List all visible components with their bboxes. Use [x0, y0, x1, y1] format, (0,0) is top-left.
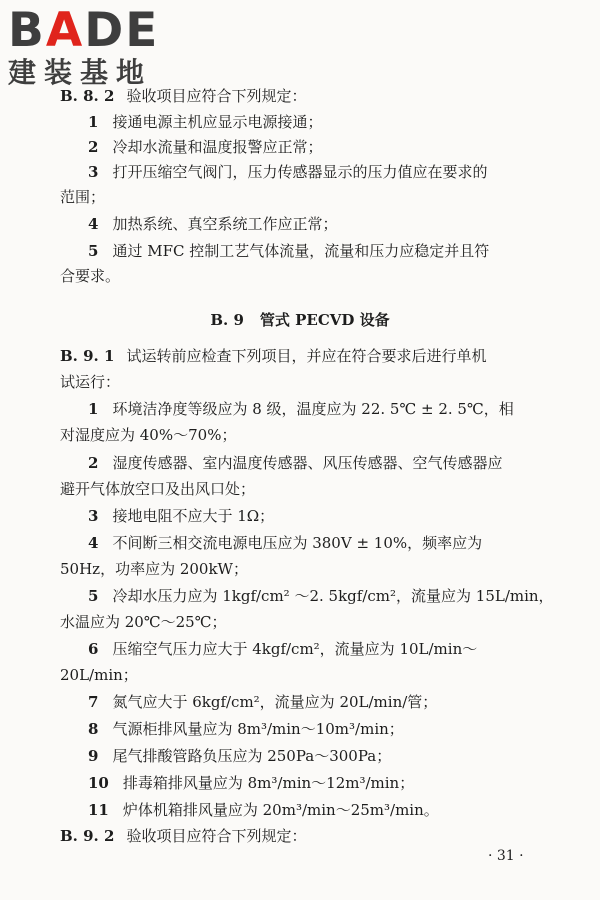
item-text: 打开压缩空气阀门，压力传感器显示的压力值应在要求的	[112, 163, 488, 181]
item-text: 接地电阻不应大于 1Ω；	[112, 507, 275, 525]
list-item-continuation: 50Hz，功率应为 200kW；	[60, 560, 248, 578]
list-item	[88, 453, 502, 473]
list-item-continuation: 20L/min；	[60, 666, 138, 684]
list-item-continuation: 对湿度应为 40%～70%；	[60, 426, 237, 444]
clause-text: 试运转前应检查下列项目，并应在符合要求后进行单机	[126, 347, 487, 365]
list-item	[88, 399, 514, 419]
item-number: 9	[88, 747, 99, 765]
clause-b91	[60, 346, 486, 366]
item-text: 压缩空气压力应大于 4kgf/cm²，流量应为 10L/min～	[112, 640, 478, 658]
list-item	[88, 639, 477, 659]
item-number: 7	[88, 693, 99, 711]
list-item	[88, 586, 554, 606]
list-item	[88, 719, 404, 739]
list-item-continuation: 范围；	[60, 188, 106, 206]
item-number: 5	[88, 242, 99, 260]
list-item	[88, 533, 482, 553]
item-number: 4	[88, 215, 99, 233]
item-text: 不间断三相交流电源电压应为 380V ± 10%，频率应为	[112, 534, 483, 552]
item-number: 1	[88, 113, 99, 131]
item-number: 2	[88, 138, 99, 156]
logo-accent-letter: A	[45, 3, 85, 58]
list-item	[88, 137, 322, 157]
clause-label: B. 9. 2	[60, 827, 115, 845]
item-number: 8	[88, 720, 99, 738]
item-text: 环境洁净度等级应为 8 级，温度应为 22. 5℃ ± 2. 5℃，相	[112, 400, 514, 418]
list-item	[88, 773, 414, 793]
clause-text: 验收项目应符合下列规定：	[126, 827, 307, 845]
list-item	[88, 214, 337, 234]
list-item-continuation: 避开气体放空口及出风口处；	[60, 480, 256, 498]
clause-b82	[60, 86, 306, 106]
clause-b92	[60, 826, 306, 846]
item-text: 冷却水流量和温度报警应正常；	[112, 138, 323, 156]
item-text: 氮气应大于 6kgf/cm²，流量应为 20L/min/管；	[112, 693, 438, 711]
item-text: 通过 MFC 控制工艺气体流量，流量和压力应稳定并且符	[112, 242, 490, 260]
item-text: 气源柜排风量应为 8m³/min～10m³/min；	[112, 720, 404, 738]
list-item-continuation: 水温应为 20℃～25℃；	[60, 613, 227, 631]
clause-label: B. 9. 1	[60, 347, 115, 365]
item-number: 3	[88, 507, 99, 525]
item-number: 1	[88, 400, 99, 418]
item-number: 10	[88, 774, 109, 792]
item-text: 尾气排酸管路负压应为 250Pa～300Pa；	[112, 747, 392, 765]
list-item	[88, 746, 391, 766]
section-heading	[0, 310, 600, 330]
item-number: 5	[88, 587, 99, 605]
item-number: 2	[88, 454, 99, 472]
item-number: 4	[88, 534, 99, 552]
logo-wordmark: BADE	[8, 3, 160, 58]
clause-continuation: 试运行：	[60, 373, 121, 391]
item-number: 6	[88, 640, 99, 658]
clause-label: B. 8. 2	[60, 87, 115, 105]
item-number: 11	[88, 801, 109, 819]
list-item	[88, 506, 274, 526]
page-number: · 31 ·	[488, 848, 524, 864]
list-item	[88, 800, 439, 820]
logo	[8, 3, 178, 92]
list-item-continuation: 合要求。	[60, 267, 121, 285]
list-item	[88, 112, 322, 132]
item-text: 湿度传感器、室内温度传感器、风压传感器、空气传感器应	[112, 454, 503, 472]
list-item	[88, 241, 489, 261]
item-text: 加热系统、真空系统工作应正常；	[112, 215, 338, 233]
logo-subtitle: 建装基地	[8, 56, 153, 89]
item-text: 排毒箱排风量应为 8m³/min～12m³/min；	[122, 774, 415, 792]
clause-text: 验收项目应符合下列规定：	[126, 87, 307, 105]
section-label: B. 9	[210, 311, 244, 329]
item-number: 3	[88, 163, 99, 181]
list-item	[88, 692, 437, 712]
section-title: 管式 PECVD 设备	[259, 311, 390, 329]
list-item	[88, 162, 487, 182]
item-text: 炉体机箱排风量应为 20m³/min～25m³/min。	[122, 801, 439, 819]
item-text: 接通电源主机应显示电源接通；	[112, 113, 323, 131]
item-text: 冷却水压力应为 1kgf/cm² ～2. 5kgf/cm²，流量应为 15L/min，	[112, 587, 554, 605]
